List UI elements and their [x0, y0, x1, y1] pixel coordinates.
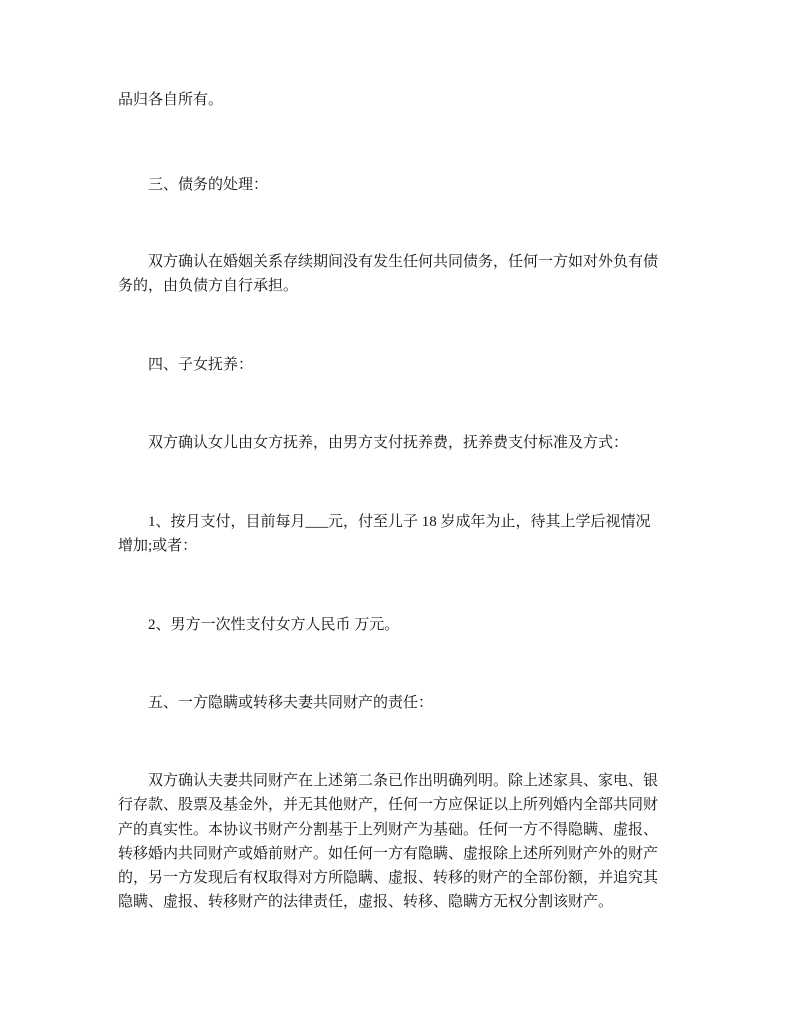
text-line: 三、债务的处理： — [148, 177, 269, 193]
text-line: 务的，由负债方自行承担。 — [118, 278, 299, 295]
section-heading-concealment — [118, 691, 688, 715]
text-line: 产的真实性。本协议书财产分割基于上列财产为基础。任何一方不得隐瞒、虚报、 — [118, 821, 659, 838]
text-line: 四、子女抚养： — [148, 357, 254, 373]
child-support-option-1 — [118, 510, 688, 559]
debt-paragraph — [118, 250, 688, 299]
text-line: 2、男方一次性支付女方人民币 万元。 — [148, 617, 400, 633]
text-line: 的，另一方发现后有权取得对方所隐瞒、虚报、转移的财产的全部份额，并追究其 — [118, 870, 659, 887]
property-ownership-continuation — [118, 88, 688, 112]
text-line: 品归各自所有。 — [118, 92, 224, 108]
concealment-paragraph — [118, 769, 688, 915]
text-line: 隐瞒、虚报、转移财产的法律责任，虚报、转移、隐瞒方无权分割该财产。 — [118, 894, 614, 911]
section-heading-debt — [118, 173, 688, 197]
text-line: 双方确认女儿由女方抚养，由男方支付抚养费，抚养费支付标准及方式： — [148, 435, 629, 451]
text-line: 行存款、股票及基金外，并无其他财产，任何一方应保证以上所列婚内全部共同财 — [118, 797, 659, 814]
text-line: 增加;或者： — [118, 538, 198, 555]
section-heading-child-support — [118, 353, 688, 377]
text-line: 双方确认在婚姻关系存续期间没有发生任何共同债务，任何一方如对外负有债 — [148, 254, 659, 270]
text-line: 双方确认夫妻共同财产在上述第二条已作出明确列明。除上述家具、家电、银 — [148, 773, 659, 789]
child-support-option-2 — [118, 613, 688, 637]
text-line: 五、一方隐瞒或转移夫妻共同财产的责任： — [148, 695, 434, 711]
text-line: 转移婚内共同财产或婚前财产。如任何一方有隐瞒、虚报除上述所列财产外的财产 — [118, 845, 659, 862]
child-support-paragraph — [118, 431, 688, 455]
text-line: 1、按月支付，目前每月___元，付至儿子 18 岁成年为止，待其上学后视情况 — [148, 514, 651, 530]
